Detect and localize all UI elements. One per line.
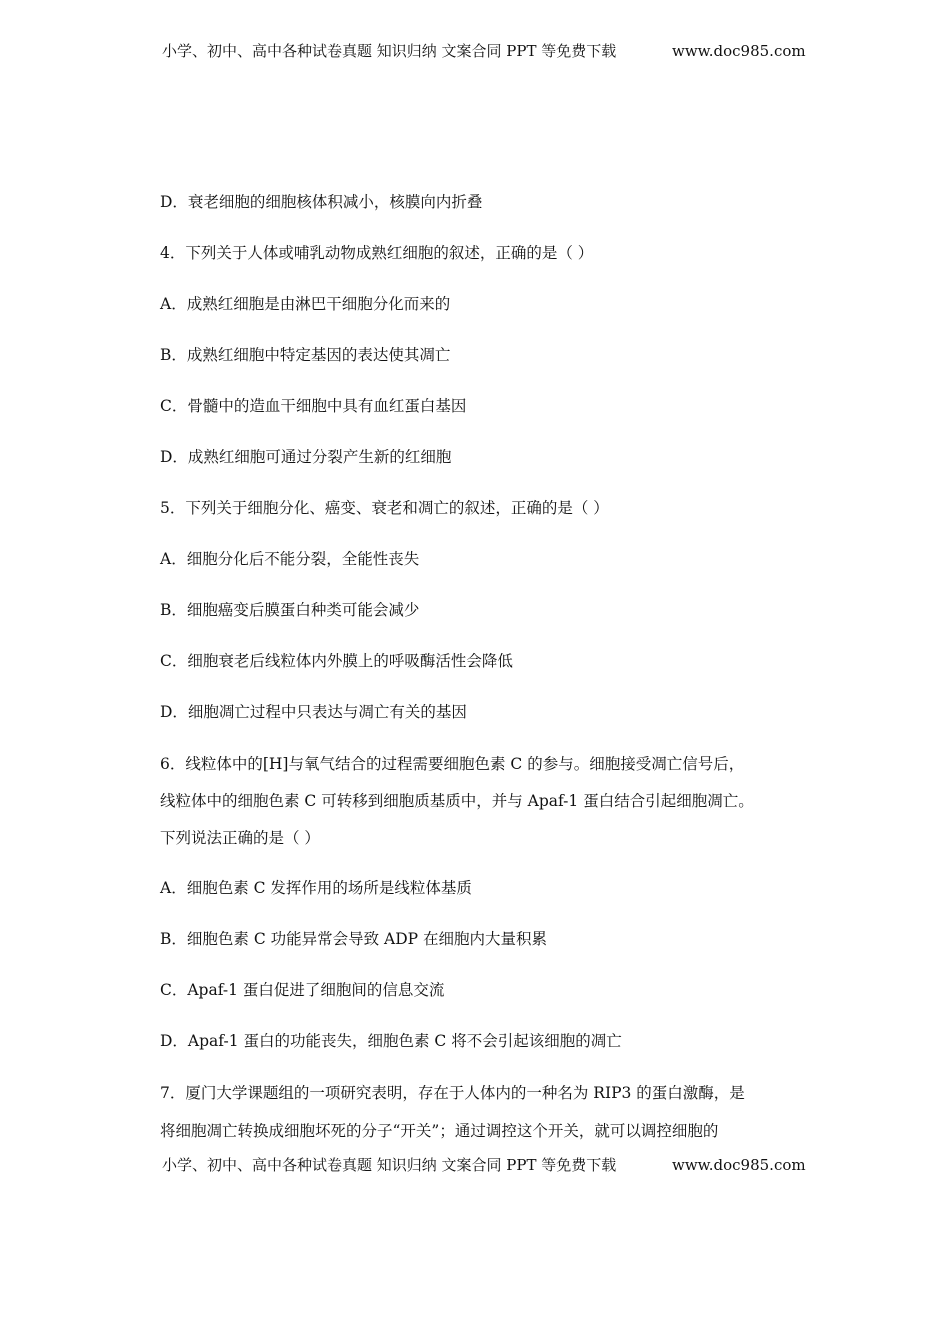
question-4: 4．下列关于人体或哺乳动物成熟红细胞的叙述，正确的是（ ） (160, 244, 594, 262)
option-5a: A．细胞分化后不能分裂，全能性丧失 (160, 550, 420, 568)
option-5c: C．细胞衰老后线粒体内外膜上的呼吸酶活性会降低 (160, 652, 513, 670)
footer-url: www.doc985.com (672, 1156, 806, 1174)
question-5: 5．下列关于细胞分化、癌变、衰老和凋亡的叙述，正确的是（ ） (160, 499, 609, 517)
question-7-line-1: 7．厦门大学课题组的一项研究表明，存在于人体内的一种名为 RIP3 的蛋白激酶，是 (160, 1084, 745, 1102)
header-text: 小学、初中、高中各种试卷真题 知识归纳 文案合同 PPT 等免费下载 (162, 42, 617, 60)
option-4d: D．成熟红细胞可通过分裂产生新的红细胞 (160, 448, 452, 466)
question-7-line-2: 将细胞凋亡转换成细胞坏死的分子“开关”；通过调控这个开关，就可以调控细胞的 (160, 1122, 719, 1140)
footer-text: 小学、初中、高中各种试卷真题 知识归纳 文案合同 PPT 等免费下载 (162, 1156, 617, 1174)
option-3d: D．衰老细胞的细胞核体积减小，核膜向内折叠 (160, 193, 483, 211)
question-6-line-1: 6．线粒体中的[H]与氧气结合的过程需要细胞色素 C 的参与。细胞接受凋亡信号后， (160, 755, 745, 773)
option-6b: B．细胞色素 C 功能异常会导致 ADP 在细胞内大量积累 (160, 930, 548, 948)
question-6-line-3: 下列说法正确的是（ ） (160, 829, 320, 847)
option-5b: B．细胞癌变后膜蛋白种类可能会减少 (160, 601, 420, 619)
option-5d: D．细胞凋亡过程中只表达与凋亡有关的基因 (160, 703, 467, 721)
option-4c: C．骨髓中的造血干细胞中具有血红蛋白基因 (160, 397, 467, 415)
header-url: www.doc985.com (672, 42, 806, 60)
question-6-line-2: 线粒体中的细胞色素 C 可转移到细胞质基质中，并与 Apaf-1 蛋白结合引起细胞凋亡。 (160, 792, 754, 810)
option-4b: B．成熟红细胞中特定基因的表达使其凋亡 (160, 346, 451, 364)
option-6a: A．细胞色素 C 发挥作用的场所是线粒体基质 (160, 879, 472, 897)
option-6c: C．Apaf-1 蛋白促进了细胞间的信息交流 (160, 981, 445, 999)
option-6d: D．Apaf-1 蛋白的功能丧失，细胞色素 C 将不会引起该细胞的凋亡 (160, 1032, 622, 1050)
option-4a: A．成熟红细胞是由淋巴干细胞分化而来的 (160, 295, 451, 313)
